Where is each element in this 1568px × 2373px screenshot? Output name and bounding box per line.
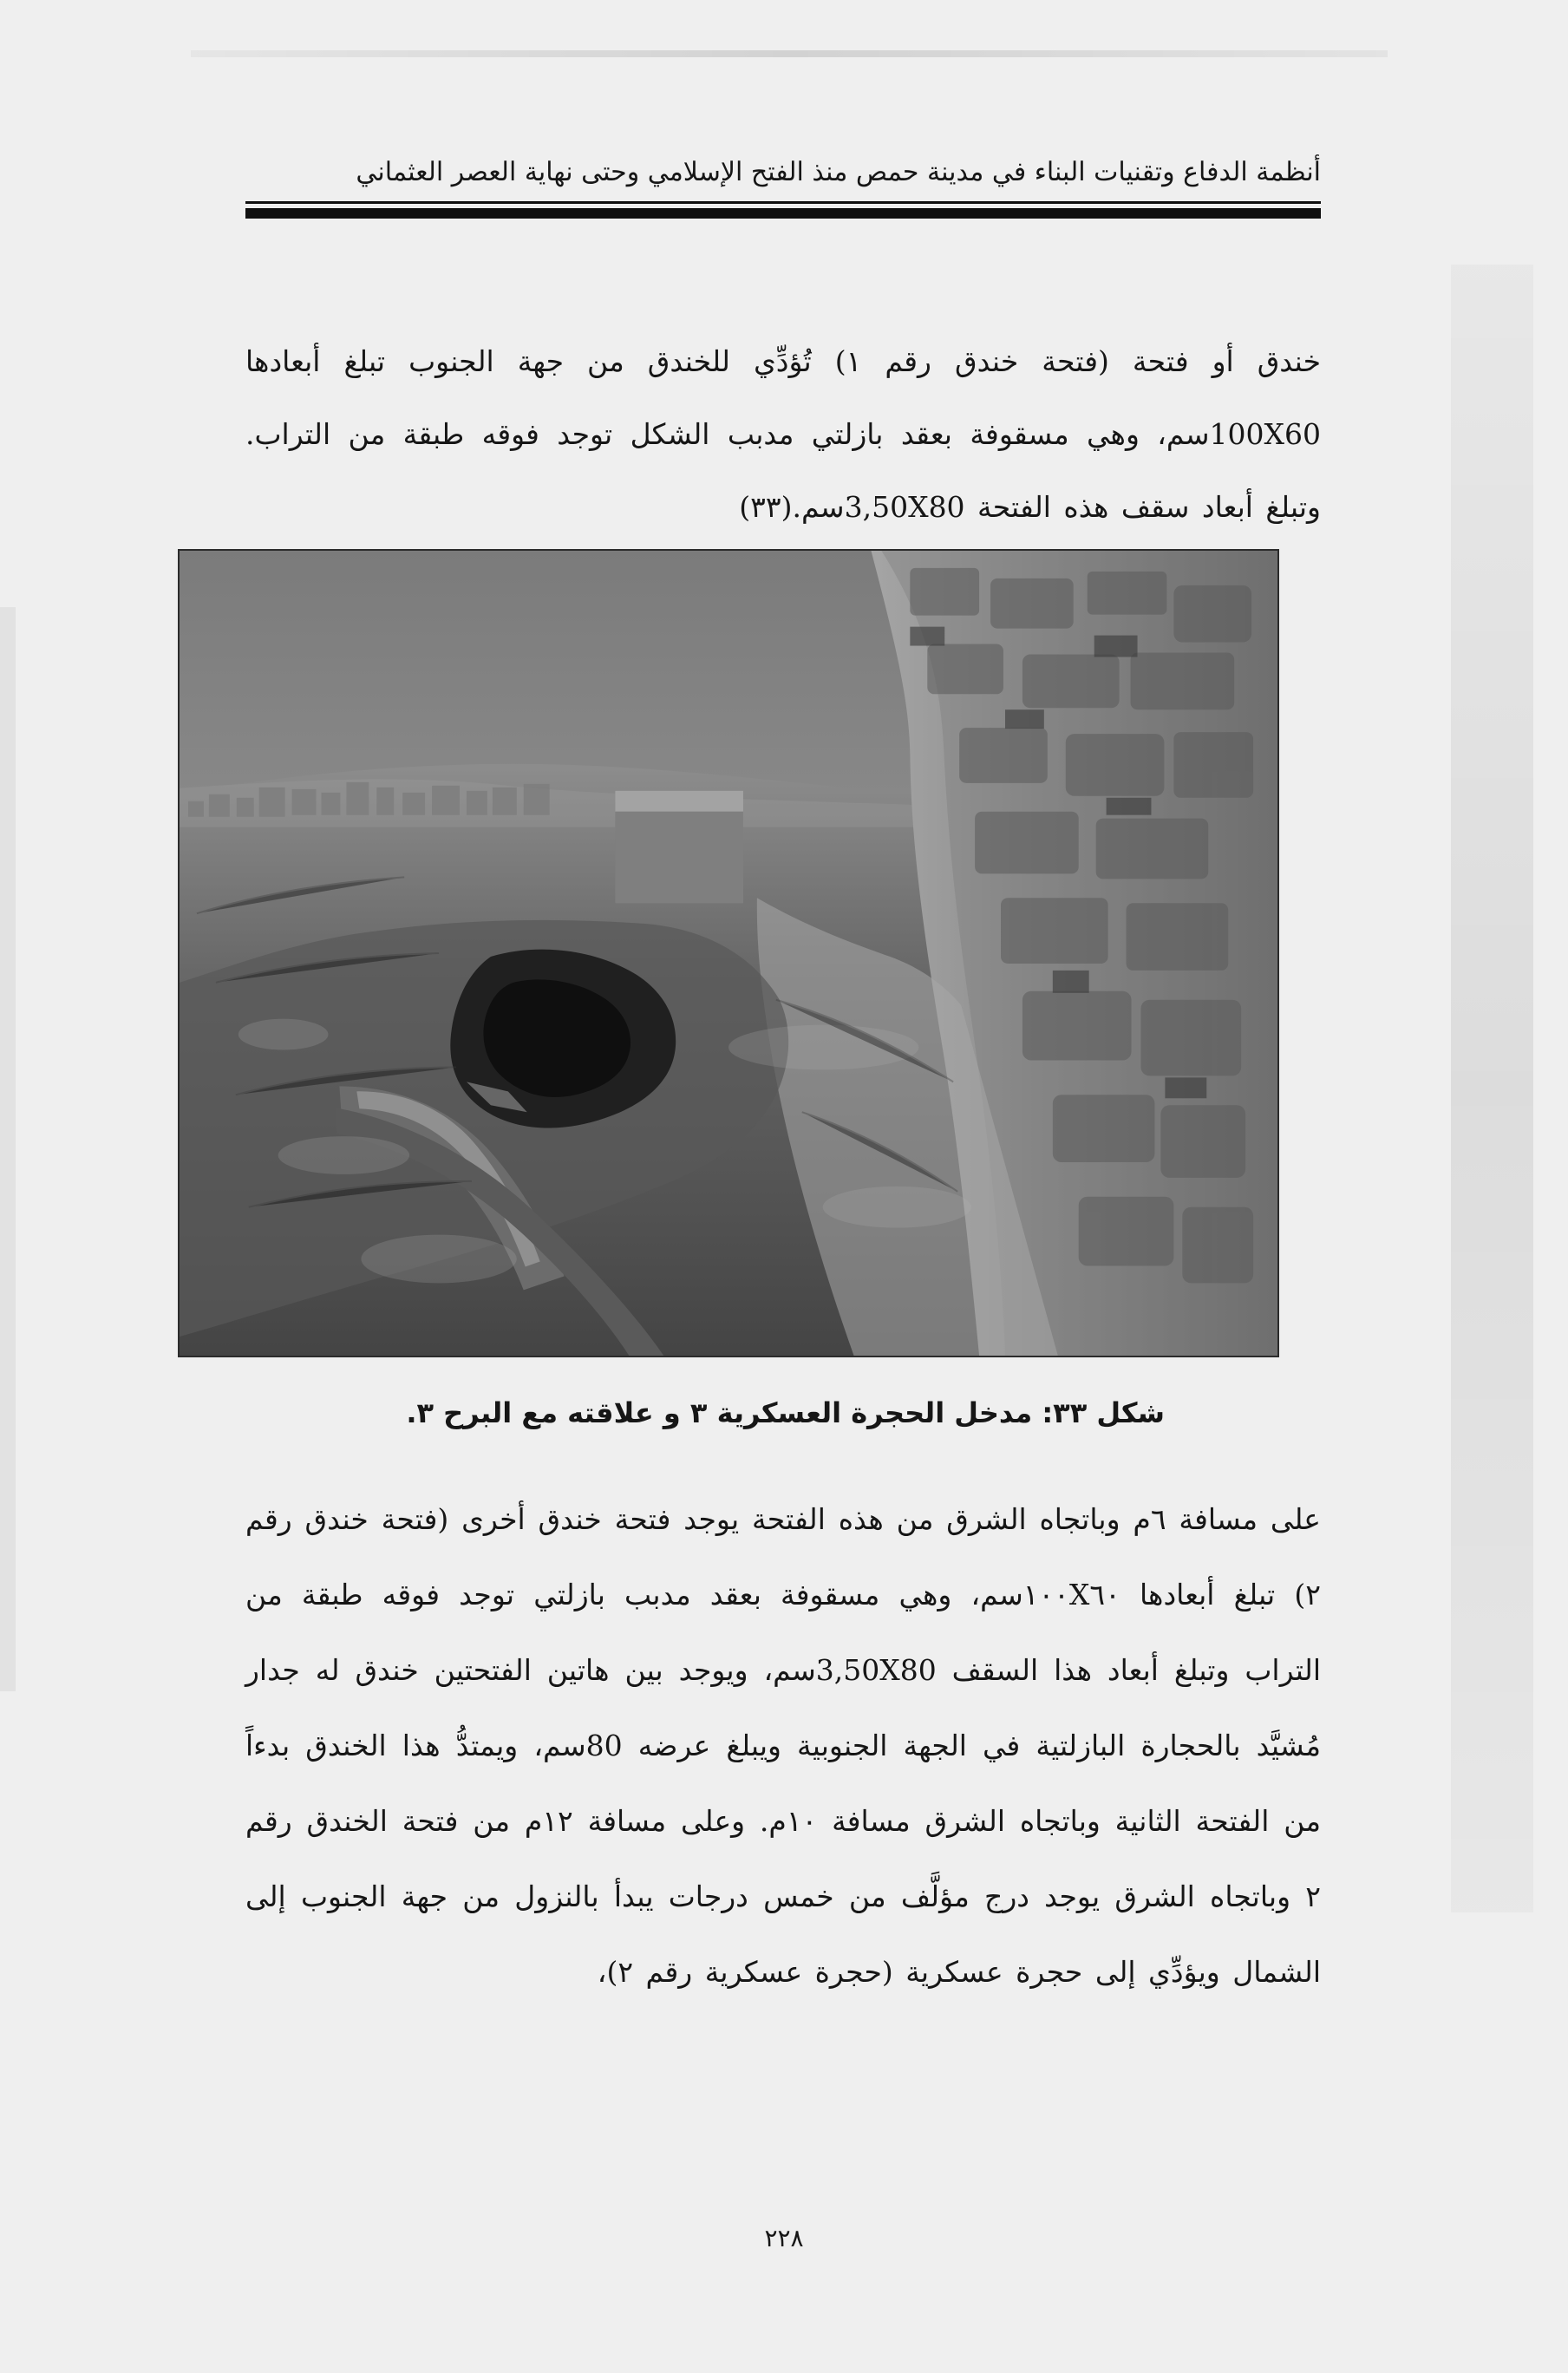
header-rule: [245, 208, 1321, 219]
scan-shadow-top: [191, 50, 1388, 57]
running-header: [245, 156, 1321, 189]
figure-photo: [178, 549, 1279, 1357]
page-number: ٢٢٨: [764, 2224, 804, 2252]
header-title: أنظمة الدفاع وتقنيات البناء في مدينة حمص منذ الفتح الإسلامي وحتى نهاية العصر العثماني: [356, 157, 1321, 187]
scan-shadow-right: [1451, 265, 1533, 1912]
paragraph-2: على مسافة ٦م وباتجاه الشرق من هذه الفتحة يوجد فتحة خندق أخرى (فتحة خندق رقم ٢) تبلغ أبعادها ١٠٠X٦٠سم، وهي مسقوفة بعقد مدبب بازلتي توجد فوقه طبقة من التراب وتبلغ أبعاد هذا السقف 3,50X80سم، ويوجد بين هاتين الفتحتين خندق له جدار مُشيَّد بالحجارة البازلتية في الجهة الجنوبية ويبلغ عرضه 80سم، ويمتدُّ هذا الخندق بدءاً من الفتحة الثانية وباتجاه الشرق مسافة ١٠م. وعلى مسافة ١٢م من فتحة الخندق رقم ٢ وباتجاه الشرق يوجد درج مؤلَّف من خمس درجات يبدأ بالنزول من جهة الجنوب إلى الشمال ويؤدِّي إلى حجرة عسكرية (حجرة عسكرية رقم ٢)،: [245, 1502, 1321, 1989]
ruins-photo-illustration: [180, 551, 1277, 1356]
figure-caption: شكل ٣٣: مدخل الحجرة العسكرية ٣ و علاقته مع البرح ٣.: [406, 1396, 1165, 1429]
paragraph-1: خندق أو فتحة (فتحة خندق رقم ١) تُؤدِّي للخندق من جهة الجنوب تبلغ أبعادها 100X60سم، وهي مسقوفة بعقد بازلتي مدبب الشكل توجد فوقه طبقة من التراب. وتبلغ أبعاد سقف هذه الفتحة 3,50X80سم.(٣٣): [245, 344, 1321, 524]
scan-shadow-left: [0, 607, 16, 1691]
